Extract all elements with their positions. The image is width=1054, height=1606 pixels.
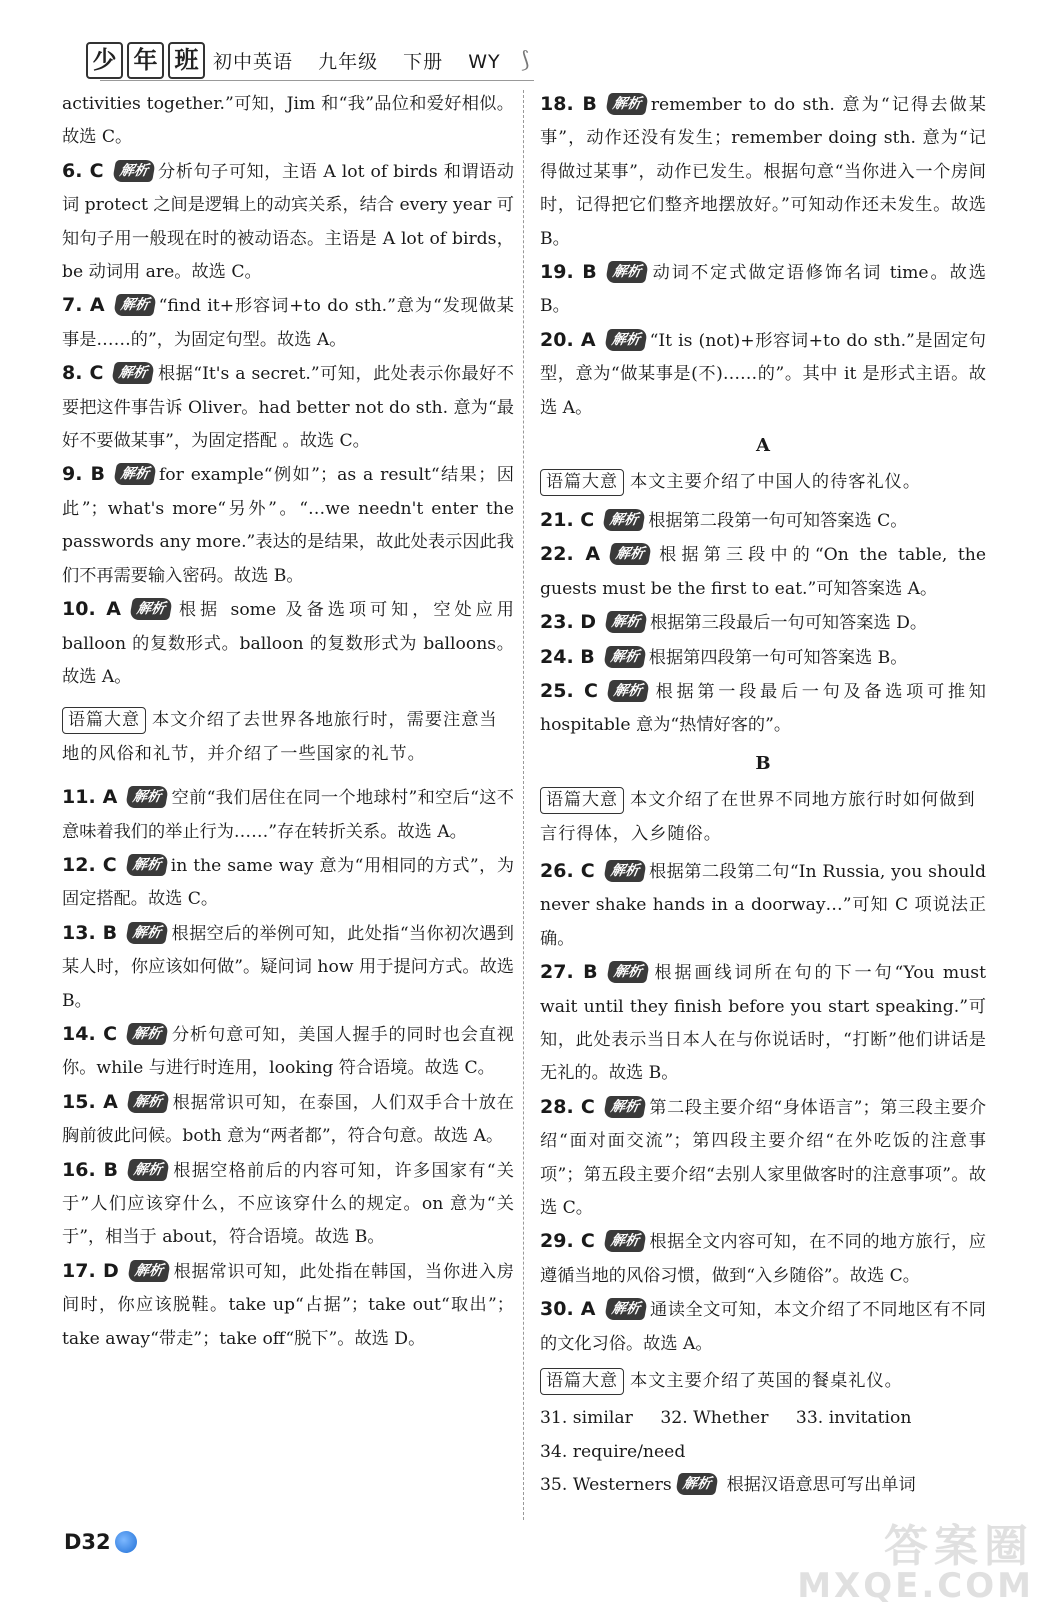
brand-char: 少 [86,42,123,79]
answer-number: 6. C [62,159,104,182]
analysis-tag: 解析 [129,598,173,620]
summary-a [540,466,986,499]
answer-explanation: in the same way 意为“用相同的方式”，为固定搭配。故选 C。 [62,855,515,910]
column-divider [523,90,524,1520]
answer-number: 11. A [62,786,118,809]
analysis-tag: 解析 [604,1298,648,1320]
answer-item [62,1154,514,1255]
answer-35 [540,1469,986,1502]
analysis-tag: 解析 [125,922,169,944]
answer-number: 23. D [540,611,597,634]
watermark-bottom: MXQE.COM [797,1566,1034,1606]
answer-item [62,849,514,917]
summary-b [540,784,986,851]
answer-item [540,956,986,1091]
analysis-tag: 解析 [606,680,650,702]
answer-explanation: 根据第一段最后一句及备选项可推知 hospitable 意为“热情好客的”。 [540,681,986,736]
answer-item [540,504,986,538]
answer-explanation: 根据“It's a secret.”可知，此处表示你最好不要把这件事告诉 Oliver。had better not do sth. 意为“最好不要做某事”，为固定搭配 。故选 C。 [62,364,514,452]
analysis-tag: 解析 [602,509,646,531]
answer-explanation: 根据第三段中的“On the table, the guests must be the first to eat.”可知答案选 A。 [540,545,986,599]
analysis-tag: 解析 [126,1091,170,1113]
answer-item [540,675,986,743]
analysis-tag: 解析 [604,611,648,633]
answer-explanation: 根据常识可知，此处指在韩国，当你进入房间时，你应该脱鞋。take up“占据”；take out“取出”；take away“带走”；take off“脱下”。故选 D。 [62,1261,514,1349]
answer-explanation: 分析句子可知，主语 A lot of birds 和谓语动词 protect 之间是逻辑上的动宾关系，结合 every year 可知句子用一般现在时的被动语态。主语是 A lot of birds，be 动词用 are。故选 C。 [62,161,514,283]
summary-text: 本文介绍了在世界不同地方旅行时如何做到言行得体，入乡随俗。 [540,790,976,844]
summary-label: 语篇大意 [540,1368,624,1395]
page-header [86,40,529,80]
analysis-tag: 解析 [112,160,156,182]
analysis-tag: 解析 [603,1230,647,1252]
analysis-tag: 解析 [125,1023,169,1045]
answer-explanation: 分析句意可知，美国人握手的同时也会直视你。while 与进行时连用，looking 符合语境。故选 C。 [62,1024,514,1079]
answer-explanation: remember to do sth. 意为“记得去做某事”，动作还没有发生；remember doing sth. 意为“记得做过某事”，动作已发生。根据句意“当你进入一个房间时，记得把它们整齐地摆放好。”可知动作还未发生。故选 B。 [540,95,986,249]
section-b-heading: B [755,752,771,774]
header-subject: 初中英语 [213,50,294,73]
answer-number: 7. A [62,294,105,317]
answer-explanation: for example“例如”；as a result“结果；因此”；what's more“另外”。“…we needn't enter the passwords any more.”表达的是结果，故此处表示因此我们不再需要输入密码。故选 B。 [62,465,514,586]
answer-row-31-33 [540,1402,986,1435]
section-a-items [540,504,986,743]
answer-explanation: 根据第二段第二句“In Russia, you should never shake hands in a doorway…”可知 C 项说法正确。 [540,861,986,949]
answer-explanation: 根据空格前后的内容可知，许多国家有“关于”人们应该穿什么，不应该穿什么的规定。on 意为“关于”，相当于 about，符合语境。故选 B。 [62,1160,514,1248]
answer-explanation: 根据第三段最后一句可知答案选 D。 [650,613,928,634]
answer-35-num: 35. [540,1475,568,1496]
analysis-tag: 解析 [125,786,169,808]
answer-number: 29. C [540,1230,595,1253]
brand-char: 年 [127,42,164,79]
answer-number: 18. B [540,93,597,115]
answer-item [540,606,986,640]
answer-item [62,357,514,458]
analysis-tag: 解析 [113,294,157,316]
summary-c [540,1365,986,1398]
answer-34: 34. require/need [540,1441,686,1462]
answer-number: 13. B [62,921,118,944]
answer-item [540,88,986,256]
answer-explanation: 根据空后的举例可知，此处指“当你初次遇到某人时，你应该如何做”。疑问词 how 用于提问方式。故选 B。 [62,923,514,1011]
summary-label: 语篇大意 [62,707,146,734]
intro-text: activities together.”可知，Jim 和“我”品位和爱好相似。故选 C。 [62,94,514,148]
summary-label: 语篇大意 [540,469,624,496]
left-items-2 [62,781,514,1356]
answer-item [540,256,986,324]
answer-number: 9. B [62,463,105,486]
analysis-tag: 解析 [606,961,650,983]
right-column [540,88,986,1503]
answer-number: 8. C [62,362,104,385]
answer-number: 21. C [540,508,595,531]
section-b-items [540,855,986,1361]
answer-number: 25. C [540,679,598,702]
answer-35-word: Westerners [572,1475,672,1496]
answer-explanation: 根据画线词所在句的下一句“You must wait until they finish before you start speaking.”可知，此处表示当日本人在与你说话时，“打断”他们讲话是无礼的。故选 B。 [540,963,986,1084]
watermark-top: 答案圈 [884,1521,1034,1572]
answer-explanation: 第二段主要介绍“身体语言”；第三段主要介绍“面对面交流”；第四段主要介绍“在外吃饭的注意事项”；第五段主要介绍“去别人家里做客时的注意事项”。故选 C。 [540,1097,987,1218]
header-edition: WY [468,50,501,73]
page-footer [64,1530,137,1554]
analysis-tag: 解析 [605,261,649,283]
answer-item [540,538,986,606]
answer-item [540,1293,986,1361]
header-grade: 九年级 [318,50,379,73]
answer-number: 22. A [540,543,601,566]
analysis-tag: 解析 [603,646,647,668]
answer-explanation: 根据全文内容可知，在不同的地方旅行，应遵循当地的风俗习惯，做到“入乡随俗”。故选 C。 [540,1232,986,1286]
header-rule [100,80,534,81]
answer-number: 17. D [62,1259,119,1282]
answer-number: 28. C [540,1095,595,1118]
globe-icon [115,1531,137,1553]
answer-35-text: 根据汉语意思可写出单词 [726,1475,916,1496]
answer-number: 26. C [540,859,595,882]
answer-explanation: “It is (not)+形容词+to do sth.”是固定句型，意为“做某事是(不)……的”。其中 it 是形式主语。故选 A。 [540,330,986,418]
right-items [540,88,986,425]
analysis-tag: 解析 [675,1473,719,1495]
answer-33: 33. invitation [795,1408,912,1429]
brand-char: 班 [168,42,205,79]
answer-32: 32. Whether [660,1408,769,1429]
answer-explanation: 根据常识可知，在泰国，人们双手合十放在胸前彼此问候。both 意为“两者都”，符合句意。故选 A。 [62,1092,514,1147]
answer-number: 20. A [540,328,596,351]
answer-item [62,289,514,357]
header-volume: 下册 [403,50,444,73]
answer-explanation: 根据第四段第一句可知答案选 B。 [648,647,908,668]
answer-explanation: 通读全文可知，本文介绍了不同地区有不同的文化习俗。故选 A。 [540,1300,986,1354]
summary-text: 本文主要介绍了英国的餐桌礼仪。 [630,1371,903,1392]
answer-item [62,155,514,290]
page-number: D32 [64,1530,111,1554]
summary-label: 语篇大意 [540,787,624,814]
answer-number: 24. B [540,645,595,668]
site-watermark [794,1510,1034,1606]
answer-31: 31. similar [540,1408,633,1429]
answer-number: 16. B [62,1158,119,1181]
answer-item [62,781,514,849]
summary-paragraph [62,704,514,771]
scroll-deco-icon: ⟆ [520,47,530,73]
analysis-tag: 解析 [126,1159,170,1181]
analysis-tag: 解析 [125,854,169,876]
answer-item [540,324,986,425]
answer-number: 27. B [540,961,598,984]
header-info [213,47,519,74]
answer-number: 12. C [62,853,117,876]
summary-text: 本文介绍了去世界各地旅行时，需要注意当地的风俗和礼节，并介绍了一些国家的礼节。 [62,710,498,764]
left-items [62,155,514,695]
analysis-tag: 解析 [605,93,649,115]
answer-item [540,1225,986,1293]
answer-number: 15. A [62,1090,118,1113]
answer-number: 30. A [540,1298,596,1321]
answer-item [62,1018,514,1086]
answer-explanation: 动词不定式做定语修饰名词 time。故选 B。 [540,263,986,317]
answer-item [62,458,514,593]
answer-item [62,917,514,1018]
answer-item [540,855,986,956]
analysis-tag: 解析 [127,1260,171,1282]
answer-item [62,1086,514,1154]
left-column [62,88,514,1356]
answer-number: 10. A [62,598,121,621]
analysis-tag: 解析 [608,543,652,565]
answer-item [62,1255,514,1356]
analysis-tag: 解析 [603,1096,647,1118]
analysis-tag: 解析 [603,860,647,882]
summary-text: 本文主要介绍了中国人的待客礼仪。 [630,472,922,493]
analysis-tag: 解析 [112,362,156,384]
answer-item [540,1091,986,1226]
answer-item [62,593,514,694]
answer-number: 14. C [62,1022,118,1045]
answer-explanation: 空前“我们居住在同一个地球村”和空后“这不意味着我们的举止行为……”存在转折关系。故选 A。 [62,788,514,842]
answer-item [540,641,986,675]
answer-explanation: 根据 some 及备选项可知，空处应用 balloon 的复数形式。balloon 的复数形式为 balloons。故选 A。 [62,600,514,687]
analysis-tag: 解析 [113,463,157,485]
answer-number: 19. B [540,261,597,284]
answer-explanation: “find it+形容词+to do sth.”意为“发现做某事是……的”，为固定句型。故选 A。 [62,296,514,350]
section-a-heading: A [756,435,770,457]
answer-explanation: 根据第二段第一句可知答案选 C。 [648,510,908,531]
brand-logo [86,42,205,79]
analysis-tag: 解析 [604,329,648,351]
